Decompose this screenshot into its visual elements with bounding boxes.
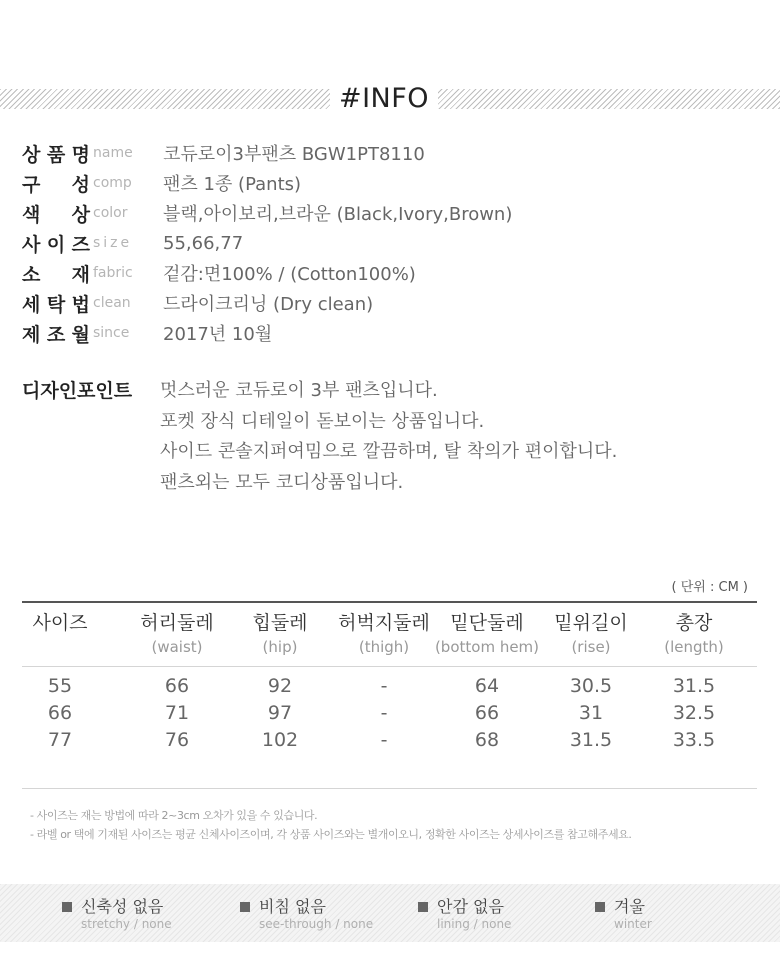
spec-row-since [22,318,512,348]
header-korean: 총장 [675,612,713,634]
header-korean: 허벅지둘레 [338,612,430,634]
spec-value: 팬츠 1종 (Pants) [163,174,302,195]
table-cell: 97 [267,702,293,724]
table-cell: 92 [267,675,293,697]
table-cell: 55 [47,675,73,697]
design-line: 포켓 장식 디테일이 돋보이는 상품입니다. [160,410,485,432]
spec-label-english: comp [93,175,132,191]
spec-value: 코듀로이3부팬츠 BGW1PT8110 [163,144,425,165]
feature-label: 겨울 [614,897,645,916]
header-korean: 사이즈 [32,612,88,634]
square-bullet-icon [62,902,72,912]
table-header-size [0,610,125,636]
spec-row-clean [22,288,512,318]
feature-label: 신축성 없음 [81,897,164,916]
feature-label: 비침 없음 [259,897,326,916]
spec-label-english: fabric [93,265,133,281]
header-korean: 밑위길이 [554,612,628,634]
spec-value: 블랙,아이보리,브라운 (Black,Ivory,Brown) [163,204,513,225]
feature-label: 안감 없음 [437,897,504,916]
spec-row-fabric [22,258,512,288]
header-english: (bottom hem) [434,638,540,656]
spec-value: 55,66,77 [163,232,244,254]
table-cell: - [380,729,388,751]
spec-label-english: clean [93,295,131,311]
header-english: (length) [664,638,724,656]
table-header-rule [22,666,757,667]
spec-value: 겉감:면100% / (Cotton100%) [163,264,416,285]
spec-label: 제 조 월 [22,323,90,346]
square-bullet-icon [595,902,605,912]
design-line: 사이드 콘솔지퍼여밈으로 깔끔하며, 탈 착의가 편이합니다. [160,441,618,462]
table-cell: 71 [164,702,190,724]
spec-value: 2017년 10월 [163,324,273,345]
table-cell: 102 [261,729,299,751]
spec-list [22,138,512,348]
table-top-rule [22,601,757,603]
table-cell: - [380,675,388,697]
design-line: 멋스러운 코듀로이 3부 팬츠입니다. [160,380,438,401]
design-point-text [160,376,720,498]
spec-label: 구 성 [22,173,90,196]
table-cell: 31.5 [672,675,716,697]
spec-row-name [22,138,512,168]
header-korean: 힙둘레 [252,612,308,634]
spec-label-english: color [93,205,128,221]
square-bullet-icon [418,902,428,912]
info-title: #INFO [330,83,438,115]
table-cell: 66 [47,702,73,724]
header-english: (thigh) [358,638,410,656]
table-cell: 31.5 [569,729,613,751]
spec-label: 색 상 [22,203,90,226]
unit-label: ( 단위 : CM ) [671,580,748,595]
feature-label-english: see-through / none [259,917,374,931]
table-cell: 68 [474,729,500,751]
note-line: - 사이즈는 재는 방법에 따라 2~3cm 오차가 있을 수 있습니다. [30,809,318,822]
table-cell: 30.5 [569,675,613,697]
spec-value: 드라이크리닝 (Dry clean) [163,294,374,315]
table-cell: - [380,702,388,724]
spec-row-color [22,198,512,228]
table-cell: 66 [474,702,500,724]
table-cell: 76 [164,729,190,751]
feature-label-english: lining / none [437,917,512,931]
spec-label: 소 재 [22,263,90,286]
spec-label-english: since [93,325,130,341]
note-line: - 라벨 or 택에 기재된 사이즈는 평균 신체사이즈이며, 각 상품 사이즈와는 별개이오니, 정확한 사이즈는 상세사이즈를 참고해주세요. [30,828,632,841]
table-cell: 32.5 [672,702,716,724]
feature-label-english: stretchy / none [81,917,172,931]
spec-label: 세 탁 법 [22,293,90,316]
table-cell: 31 [578,702,604,724]
header-english: (hip) [262,638,298,656]
design-point-label: 디자인포인트 [22,380,133,402]
table-header-length [629,610,759,658]
header-korean: 허리둘레 [140,612,214,634]
spec-label-english: name [93,145,133,161]
spec-row-size [22,228,512,258]
table-cell: 66 [164,675,190,697]
spec-row-comp [22,168,512,198]
spec-label: 상 품 명 [22,143,90,166]
table-cell: 77 [47,729,73,751]
design-line: 팬츠외는 모두 코디상품입니다. [160,471,404,493]
header-korean: 밑단둘레 [450,612,524,634]
table-bottom-rule [22,788,757,789]
size-notes [30,806,632,844]
spec-label: 사 이 즈 [22,233,90,256]
feature-label-english: winter [614,917,652,931]
header-english: (rise) [571,638,611,656]
table-cell: 33.5 [672,729,716,751]
spec-label-english: size [93,235,133,251]
table-cell: 64 [474,675,500,697]
square-bullet-icon [240,902,250,912]
header-english: (waist) [151,638,203,656]
